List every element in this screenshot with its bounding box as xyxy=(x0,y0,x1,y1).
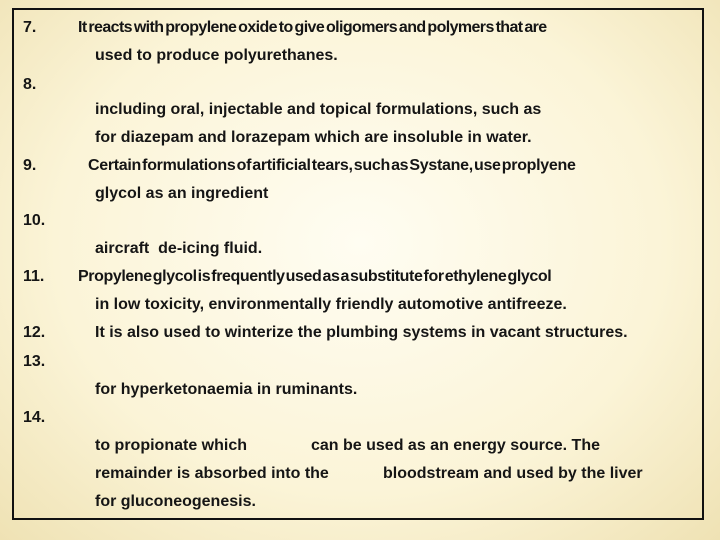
item-number-11: 11. xyxy=(23,268,45,285)
item-8-line-2: for diazepam and lorazepam which are insoluble in water. xyxy=(95,129,532,146)
item-12-line-1: It is also used to winterize the plumbing systems in vacant structures. xyxy=(95,324,628,341)
item-13-line-1: for hyperketonaemia in ruminants. xyxy=(95,381,358,398)
item-11-line-1: Propylene glycol is frequently used as a substitute for ethylene glycol xyxy=(78,268,552,285)
item-14-line-4: bloodstream and used by the liver xyxy=(383,465,643,482)
item-9-line-1: Certain formulations of artificial tears, such as Systane, use proplyene xyxy=(88,157,576,174)
item-number-13: 13. xyxy=(23,353,46,370)
item-7-line-1: It reacts with propylene oxide to give oligomers and polymers that are xyxy=(78,19,547,36)
item-number-14: 14. xyxy=(23,409,46,426)
item-10-line-1: aircraft de-icing fluid. xyxy=(95,240,263,257)
item-7-line-2: used to produce polyurethanes. xyxy=(95,47,338,64)
item-14-line-5: for gluconeogenesis. xyxy=(95,493,256,510)
item-number-9: 9. xyxy=(23,157,37,174)
item-number-8: 8. xyxy=(23,76,37,93)
item-14-line-1: to propionate which xyxy=(95,437,247,454)
item-14-line-3: remainder is absorbed into the xyxy=(95,465,329,482)
item-number-10: 10. xyxy=(23,212,46,229)
item-number-12: 12. xyxy=(23,324,46,341)
item-11-line-2: in low toxicity, environmentally friendly automotive antifreeze. xyxy=(95,296,567,313)
item-14-line-2: can be used as an energy source. The xyxy=(311,437,600,454)
item-number-7: 7. xyxy=(23,19,37,36)
item-9-line-2: glycol as an ingredient xyxy=(95,185,269,202)
item-8-line-1: including oral, injectable and topical formulations, such as xyxy=(95,101,542,118)
